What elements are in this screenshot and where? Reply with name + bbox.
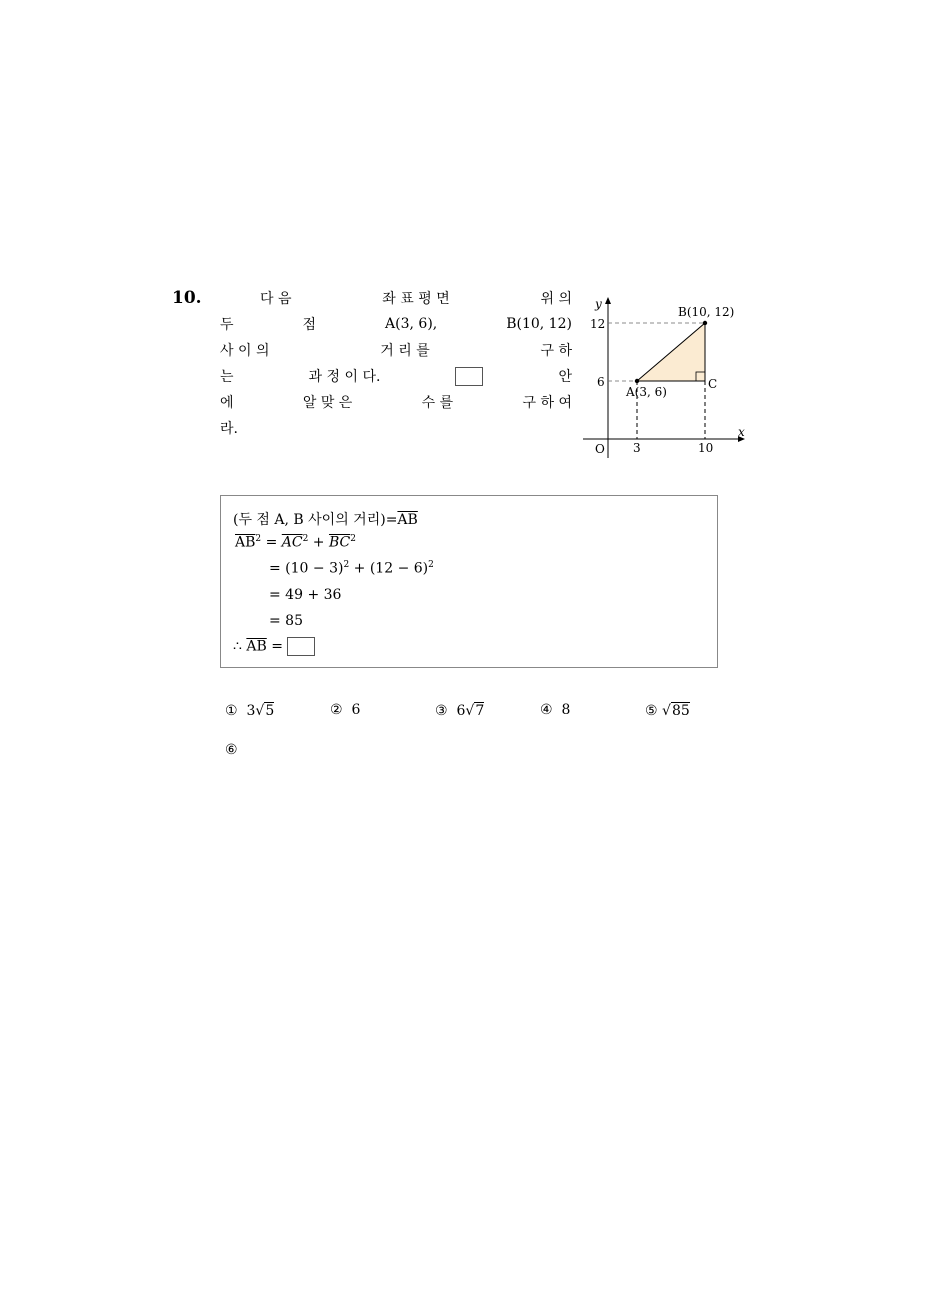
solution-line-4: = 49 + 36 bbox=[269, 587, 342, 603]
solution-line-3 bbox=[269, 560, 434, 577]
point-c-label: C bbox=[708, 377, 718, 391]
answer-blank-box bbox=[455, 367, 483, 386]
exponent: 2 bbox=[350, 534, 356, 544]
plus-sign: + bbox=[312, 534, 325, 551]
question-text: 에 bbox=[220, 395, 234, 411]
y-tick-label: 12 bbox=[590, 317, 606, 331]
coordinate-graph bbox=[578, 288, 758, 468]
question-text: 구 하 여 bbox=[522, 395, 572, 411]
y-tick-label: 6 bbox=[597, 375, 605, 389]
triangle-abc bbox=[637, 323, 705, 381]
question-text: 거 리 를 bbox=[380, 343, 430, 359]
question-line-6 bbox=[220, 417, 572, 439]
question-text: 과 정 이 다. bbox=[308, 369, 381, 385]
question-text: 좌 표 평 면 bbox=[382, 291, 450, 307]
choice-marker: ③ bbox=[435, 703, 448, 719]
choice-value: 6 bbox=[351, 702, 361, 718]
choice-coefficient: 6 bbox=[456, 703, 466, 719]
question-line-4 bbox=[220, 365, 572, 387]
solution-line-2 bbox=[235, 534, 356, 551]
solution-text: = (10 − 3) bbox=[269, 560, 344, 577]
point-a-dot bbox=[635, 379, 639, 383]
x-axis-label: x bbox=[738, 425, 745, 439]
question-line-1 bbox=[220, 287, 572, 309]
answer-blank-box bbox=[287, 637, 315, 656]
x-tick-label: 3 bbox=[633, 441, 641, 455]
segment-ab: $\overline{AB}$ bbox=[397, 512, 418, 528]
exponent: 2 bbox=[428, 560, 434, 570]
segment-ab: $\overline{AB}$ bbox=[246, 638, 267, 655]
choice-5[interactable]: ⑤ √85 bbox=[645, 703, 690, 719]
choice-marker: ⑤ bbox=[645, 703, 658, 719]
question-line-2 bbox=[220, 313, 572, 335]
exponent: 2 bbox=[343, 560, 350, 570]
choice-marker: ④ bbox=[540, 702, 553, 718]
question-text: 다 음 bbox=[260, 291, 292, 307]
solution-text: (두 점 A, B 사이의 거리)= bbox=[233, 512, 398, 528]
exponent: 2 bbox=[255, 534, 262, 544]
question-text: A(3, 6), bbox=[385, 316, 438, 332]
question-text: 알 맞 은 bbox=[302, 395, 353, 411]
equals-sign: = bbox=[265, 534, 278, 551]
choice-marker: ① bbox=[225, 703, 238, 719]
choice-coefficient: 3 bbox=[246, 703, 256, 719]
solution-text: + (12 − 6) bbox=[353, 560, 429, 577]
choice-2[interactable] bbox=[330, 702, 360, 718]
exponent: 2 bbox=[302, 534, 309, 544]
solution-line-6 bbox=[233, 637, 315, 656]
choice-4[interactable] bbox=[540, 702, 570, 718]
point-a-label: A(3, 6) bbox=[626, 385, 667, 399]
origin-label: O bbox=[595, 442, 605, 456]
equals-sign: = bbox=[271, 638, 283, 655]
question-number: 10. bbox=[172, 288, 202, 308]
question-text: 두 bbox=[220, 317, 234, 333]
question-text: 위 의 bbox=[540, 291, 572, 307]
choice-3[interactable]: ③ 6√7 bbox=[435, 703, 485, 719]
question-text: B(10, 12) bbox=[506, 316, 572, 332]
x-tick-label: 10 bbox=[698, 441, 714, 455]
choice-1[interactable]: ① 3√5 bbox=[225, 703, 275, 719]
choice-radicand: 85 bbox=[671, 703, 690, 719]
question-line-3 bbox=[220, 339, 572, 361]
segment-ac: $\overline{AC}$ bbox=[281, 534, 303, 551]
choice-radicand: 5 bbox=[265, 703, 275, 719]
solution-box bbox=[220, 495, 718, 668]
y-axis-label: y bbox=[595, 297, 602, 311]
question-text: 수 를 bbox=[421, 395, 454, 411]
question-text: 점 bbox=[302, 317, 317, 333]
question-text: 안 bbox=[558, 369, 572, 385]
choice-radicand: 7 bbox=[475, 703, 485, 719]
point-b-dot bbox=[703, 321, 707, 325]
choice-marker: ⑥ bbox=[225, 742, 238, 758]
solution-line-5: = 85 bbox=[269, 613, 303, 629]
question-text: 는 bbox=[220, 369, 234, 385]
segment-ab: $\overline{AB}$ bbox=[235, 534, 256, 551]
choice-6[interactable] bbox=[225, 742, 238, 758]
solution-line-1 bbox=[233, 509, 418, 529]
question-text: 구 하 bbox=[540, 343, 572, 359]
choice-value: 8 bbox=[561, 702, 571, 718]
therefore-symbol: ∴ bbox=[233, 638, 242, 655]
point-b-label: B(10, 12) bbox=[678, 305, 735, 319]
question-line-5 bbox=[220, 391, 572, 413]
question-text: 사 이 의 bbox=[220, 343, 270, 359]
segment-bc: $\overline{BC}$ bbox=[328, 534, 351, 551]
question-text: 라. bbox=[220, 421, 238, 437]
choice-marker: ② bbox=[330, 702, 343, 718]
